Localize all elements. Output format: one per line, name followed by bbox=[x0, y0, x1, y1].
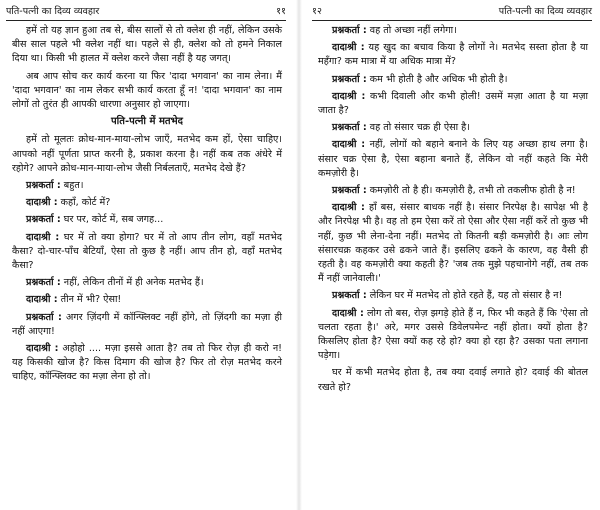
dialogue-line bbox=[318, 73, 588, 87]
dialogue-text: कमज़ोरी तो है ही। कमज़ोरी है, तभी तो तकलीफ होती है न! bbox=[366, 185, 576, 197]
left-page-body bbox=[0, 21, 292, 385]
paragraph: हमें तो मूलतः क्रोध-मान-माया-लोभ जाएँ, मतभेद कम हों, ऐसा चाहिए। आपको नहीं पूर्णता प्राप्त करनी है, प्रकाश करना है। नहीं कब तक अंधेरे में रहोगे? आपने क्रोध-मान-माया-लोभ जैसी निर्बलताएँ, मतभेद देखे हैं? bbox=[12, 134, 282, 174]
dialogue-line bbox=[12, 196, 282, 210]
speaker-label: दादाश्री : bbox=[26, 231, 60, 243]
dialogue-text: कभी दिवाली और कभी होली! उसमें मज़ा आता है या मज़ा जाता है? bbox=[318, 90, 588, 117]
dialogue-line bbox=[318, 307, 588, 364]
speaker-label: दादाश्री : bbox=[26, 294, 58, 306]
dialogue-line bbox=[318, 289, 588, 303]
speaker-label: प्रश्नकर्ता : bbox=[26, 277, 61, 289]
dialogue-text: लोग तो बस, रोज़ झगड़े होते हैं न, फिर भी कहते हैं कि 'ऐसा तो चलता रहता है।' अरे, मगर उससे डिवेलपमेन्ट नहीं होता। क्यों होता है? किसलिए होता है? ऐसा क्यों कह रहे हो? क्या हो रहा है? उसका पता लगाना पड़ेगा। bbox=[318, 307, 588, 362]
dialogue-text: घर में तो क्या होगा? घर में तो आप तीन लोग, वहाँ मतभेद कैसा? दो-चार-पाँच बेटियाँ, ऐसा तो कुछ है नहीं। आप तीन हो, वहाँ मतभेद कैसा? bbox=[12, 231, 282, 272]
dialogue-text: हाँ बस, संसार बाधक नहीं है। संसार निरपेक्ष है। सापेक्ष भी है और निरपेक्ष भी है। वह तो हम ऐसा करें तो ऐसा और ऐसा नहीं करें तो कुछ भी नहीं, कुछ भी लेना-देना नहीं। मतभेद तो कितनी बड़ी कमज़ोरी है। आः लोग संसारचक्र कहकर उसे ढकने जाते हैं। इसलिए ढकने के कारण, वह वैसी ही रहती है। वह कमज़ोरी क्या कहती है? 'जब तक मुझे पहचानोगे नहीं, तब तक मैं नहीं जानेवाली।' bbox=[318, 202, 588, 285]
right-page bbox=[306, 0, 598, 510]
running-title: पति-पत्नी का दिव्य व्यवहार bbox=[498, 6, 592, 17]
dialogue-line bbox=[12, 179, 282, 193]
book-gutter bbox=[296, 0, 302, 510]
dialogue-line bbox=[12, 293, 282, 307]
speaker-label: प्रश्नकर्ता : bbox=[332, 25, 367, 36]
running-title: पति-पत्नी का दिव्य व्यवहार bbox=[6, 6, 100, 17]
dialogue-line bbox=[318, 138, 588, 181]
dialogue-line bbox=[12, 311, 282, 339]
left-page bbox=[0, 0, 292, 510]
dialogue-line bbox=[318, 90, 588, 118]
speaker-label: प्रश्नकर्ता : bbox=[26, 311, 62, 323]
speaker-label: दादाश्री : bbox=[26, 197, 58, 209]
dialogue-text: नहीं, लेकिन तीनों में ही अनेक मतभेद हैं। bbox=[60, 277, 204, 289]
speaker-label: प्रश्नकर्ता : bbox=[332, 122, 367, 134]
speaker-label: प्रश्नकर्ता : bbox=[26, 214, 61, 226]
paragraph: घर में कभी मतभेद होता है, तब क्या दवाई लगाते हो? दवाई की बोतल रखते हो? bbox=[318, 367, 588, 393]
dialogue-text: कम भी होती है और अधिक भी होती है। bbox=[366, 73, 508, 85]
speaker-label: प्रश्नकर्ता : bbox=[332, 290, 367, 302]
paragraph: हमें तो यह ज्ञान हुआ तब से, बीस सालों से तो क्लेश ही नहीं, लेकिन उसके बीस साल पहले भी क्लेश नहीं था। पहले से ही, क्लेश को तो हमने निकाल दिया था। किसी भी हालत में क्लेश करने जैसा नहीं है यह जगत्। bbox=[12, 25, 282, 65]
dialogue-line bbox=[318, 121, 588, 135]
speaker-label: प्रश्नकर्ता : bbox=[332, 73, 367, 85]
dialogue-text: घर पर, कोर्ट में, सब जगह... bbox=[60, 214, 164, 226]
right-page-header bbox=[312, 4, 592, 21]
right-page-body bbox=[306, 21, 598, 395]
paragraph: अब आप सोच कर कार्य करना या फिर 'दादा भगवान' का नाम लेना। मैं 'दादा भगवान' का नाम लेकर सभी कार्य करता हूँ न! 'दादा भगवान' का नाम लोगों तो तुरंत ही आपकी धारणा अनुसार हो जाएगा। bbox=[12, 70, 282, 111]
speaker-label: दादाश्री : bbox=[332, 202, 365, 214]
speaker-label: दादाश्री : bbox=[332, 90, 366, 102]
speaker-label: दादाश्री : bbox=[332, 42, 365, 54]
dialogue-line bbox=[318, 24, 588, 38]
dialogue-line bbox=[318, 41, 588, 69]
speaker-label: प्रश्नकर्ता : bbox=[332, 185, 367, 197]
dialogue-line bbox=[318, 184, 588, 198]
page-number: १२ bbox=[312, 6, 322, 17]
left-page-header bbox=[6, 4, 286, 21]
dialogue-text: लेकिन घर में मतभेद तो होते रहते हैं, यह तो संसार है न! bbox=[366, 290, 563, 302]
speaker-label: दादाश्री : bbox=[332, 307, 364, 319]
dialogue-line bbox=[12, 342, 282, 385]
dialogue-text: अगर ज़िंदगी में कॉन्फ्लिक्ट नहीं होंगे, तो ज़िंदगी का मज़ा ही नहीं आएगा! bbox=[12, 311, 282, 337]
dialogue-text: वह तो अच्छा नहीं लगेगा। bbox=[366, 25, 457, 36]
section-heading: पति-पत्नी में मतभेद bbox=[111, 116, 183, 128]
dialogue-text: यह खुद का बचाव किया है लोगों ने। मतभेद सस्ता होता है या महँगा? कम मात्रा में या अधिक मात्रा में? bbox=[318, 42, 588, 68]
dialogue-text: कहाँ, कोर्ट में? bbox=[57, 197, 111, 209]
dialogue-text: नहीं, लोगों को बहाने बनाने के लिए यह अच्छा हाथ लगा है। संसार चक्र ऐसा है, ऐसा बहाना बनाते हैं, लेकिन वो नहीं कहते कि मेरी कमज़ोरी है। bbox=[318, 139, 588, 179]
dialogue-line bbox=[318, 201, 588, 286]
dialogue-line bbox=[12, 231, 282, 274]
dialogue-line bbox=[12, 276, 282, 290]
speaker-label: दादाश्री : bbox=[26, 343, 59, 355]
speaker-label: प्रश्नकर्ता : bbox=[26, 180, 61, 192]
dialogue-text: वह तो संसार चक्र ही ऐसा है। bbox=[366, 122, 470, 134]
dialogue-text: बहुत। bbox=[60, 180, 84, 192]
speaker-label: दादाश्री : bbox=[332, 139, 366, 151]
page-number: ११ bbox=[276, 6, 286, 17]
dialogue-text: तीन में भी? ऐसा! bbox=[57, 294, 122, 306]
dialogue-line bbox=[12, 213, 282, 227]
dialogue-text: अहोहो .... मज़ा इससे आता है? तब तो फिर रोज़ ही करो न! यह किसकी खोज है? किस दिमाग की खोज है? फिर तो रोज़ मतभेद करने चाहिए, कॉन्फ्लिक्ट का मज़ा लेना हो तो। bbox=[12, 343, 282, 383]
